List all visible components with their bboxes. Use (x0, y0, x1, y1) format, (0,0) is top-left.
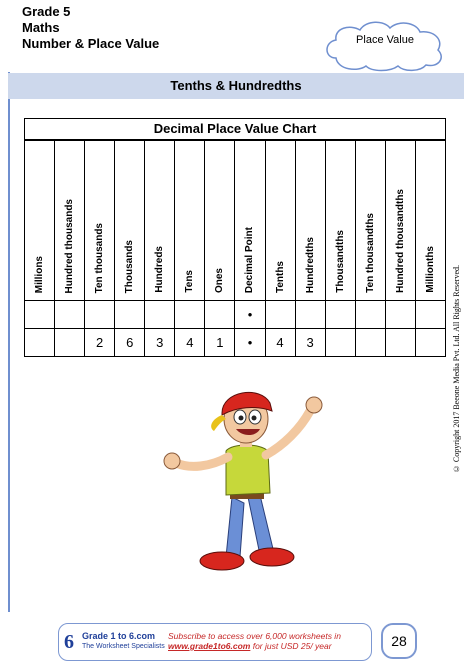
table-cell: • (235, 301, 265, 329)
promo-price: for just USD 25/ year (250, 641, 332, 651)
table-cell (205, 301, 235, 329)
column-header-label: Tens (184, 270, 196, 293)
column-header (85, 141, 115, 301)
page-number: 28 (381, 623, 417, 659)
column-header (25, 141, 55, 301)
website-link[interactable]: www.grade1to6.com (168, 641, 251, 651)
table-cell (115, 301, 145, 329)
copyright-text: © Copyright 2017 Beeone Media Pvt. Ltd. All Rights Reserved. (452, 265, 461, 474)
table-cell (25, 329, 55, 357)
table-cell (265, 301, 295, 329)
promo-line-1: Subscribe to access over 6,000 worksheets in (168, 631, 341, 641)
column-header (115, 141, 145, 301)
logo-mark: 6 (64, 631, 74, 653)
table-cell (385, 301, 415, 329)
topic-label: Number & Place Value (22, 36, 160, 51)
column-header-label: Hundred thousands (64, 198, 76, 293)
column-header (175, 141, 205, 301)
copyright-notice (452, 265, 464, 605)
column-header (325, 141, 355, 301)
table-cell (355, 301, 385, 329)
table-cell (175, 301, 205, 329)
table-cell (55, 301, 85, 329)
column-header-label: Thousands (124, 239, 136, 293)
left-accent-line (8, 72, 10, 612)
column-header-label: Hundred thousandths (394, 189, 406, 293)
table-cell: 4 (265, 329, 295, 357)
column-header-label: Hundredths (304, 236, 316, 293)
column-header-row (25, 141, 446, 301)
cartoon-boy-illustration (160, 385, 330, 585)
column-header-label: Hundreds (154, 246, 166, 293)
table-cell: 6 (115, 329, 145, 357)
column-header (205, 141, 235, 301)
table-cell: 1 (205, 329, 235, 357)
badge-label: Place Value (356, 34, 414, 46)
section-title: Tenths & Hundredths (170, 78, 302, 93)
table-cell (85, 301, 115, 329)
column-header (235, 141, 265, 301)
subscribe-promo (168, 631, 368, 651)
table-cell (355, 329, 385, 357)
table-cell: 4 (175, 329, 205, 357)
table-cell (295, 301, 325, 329)
subject-label: Maths (22, 20, 60, 35)
table-cell: 3 (295, 329, 325, 357)
column-header-label: Millions (34, 255, 46, 293)
column-header-label: Ten thousandths (364, 213, 376, 293)
column-header (55, 141, 85, 301)
table-cell (325, 329, 355, 357)
table-cell: 2 (85, 329, 115, 357)
logo-tagline: The Worksheet Specialists (82, 643, 165, 650)
column-header-label: Millionths (424, 246, 436, 293)
column-header (385, 141, 415, 301)
column-header (295, 141, 325, 301)
table-cell: • (235, 329, 265, 357)
table-cell (325, 301, 355, 329)
column-header-label: Ten thousands (94, 222, 106, 293)
table-row (25, 301, 446, 329)
grade-label: Grade 5 (22, 4, 71, 19)
column-header (415, 141, 445, 301)
table-cell: 3 (145, 329, 175, 357)
column-header (355, 141, 385, 301)
table-cell (145, 301, 175, 329)
table-cell (55, 329, 85, 357)
promo-line-2 (168, 641, 368, 651)
column-header-label: Decimal Point (244, 226, 256, 293)
column-header-label: Tenths (274, 260, 286, 293)
place-value-table (24, 140, 446, 357)
table-cell (415, 301, 445, 329)
table-cell (415, 329, 445, 357)
table-cell (385, 329, 415, 357)
column-header (145, 141, 175, 301)
column-header (265, 141, 295, 301)
logo-name: Grade 1 to 6.com (82, 631, 156, 641)
column-header-label: Thousandths (334, 230, 346, 293)
table-row (25, 329, 446, 357)
worksheet-header (22, 4, 159, 52)
column-header-label: Ones (214, 267, 226, 293)
chart-title: Decimal Place Value Chart (24, 118, 446, 140)
table-cell (25, 301, 55, 329)
